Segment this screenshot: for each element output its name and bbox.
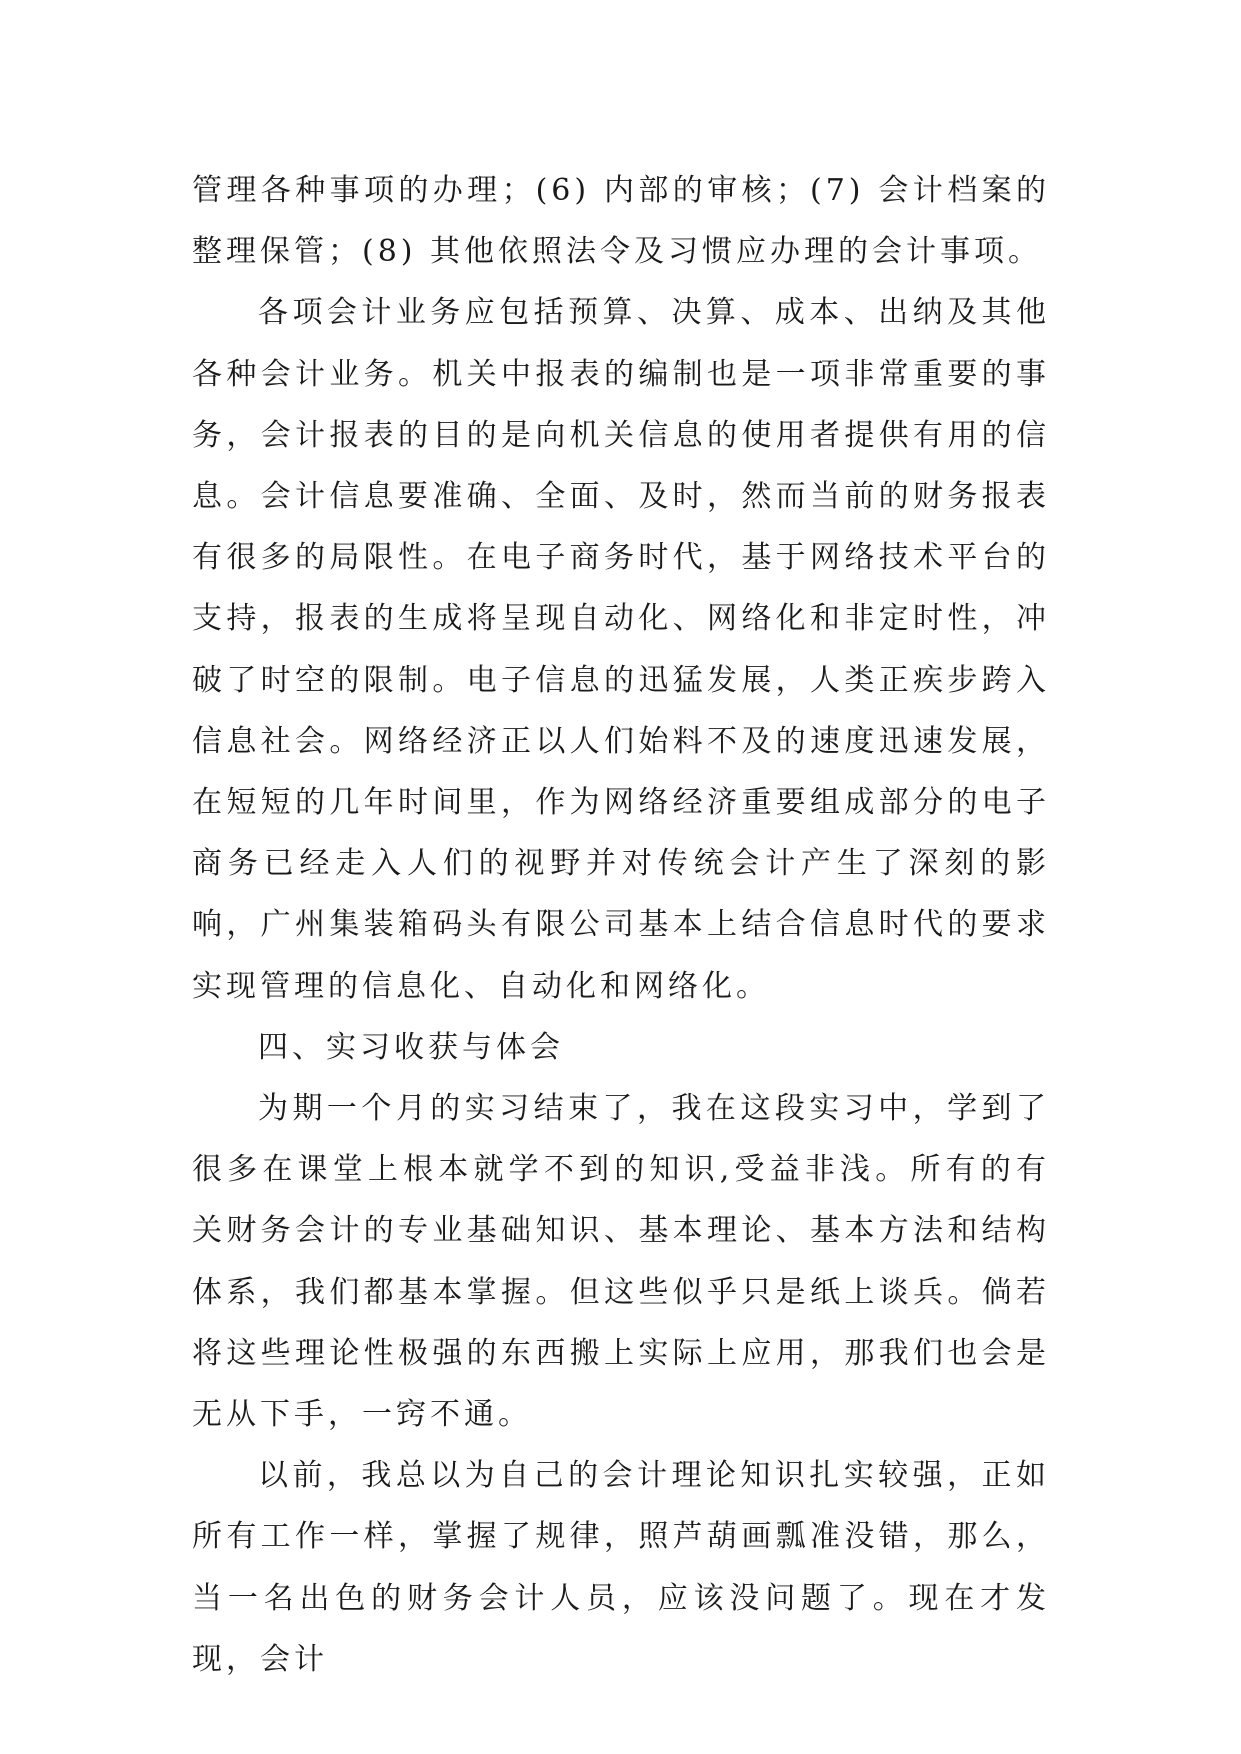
paragraph-continuation: 管理各种事项的办理；(6) 内部的审核；(7) 会计档案的整理保管；(8) 其他依照法令及习惯应办理的会计事项。 <box>192 173 1050 270</box>
body-text <box>192 160 1050 1690</box>
paragraph-accounting-business: 各项会计业务应包括预算、决算、成本、出纳及其他各种会计业务。机关中报表的编制也是一项非常重要的事务，会计报表的目的是向机关信息的使用者提供有用的信息。会计信息要准确、全面、及时，然而当前的财务报表有很多的局限性。在电子商务时代，基于网络技术平台的支持，报表的生成将呈现自动化、网络化和非定时性，冲破了时空的限制。电子信息的迅猛发展，人类正疾步跨入信息社会。网络经济正以人们始料不及的速度迅速发展，在短短的几年时间里，作为网络经济重要组成部分的电子商务已经走入人们的视野并对传统会计产生了深刻的影响，广州集装箱码头有限公司基本上结合信息时代的要求实现管理的信息化、自动化和网络化。 <box>192 295 1050 1004</box>
section-heading-internship-gains: 四、实习收获与体会 <box>258 1029 564 1065</box>
paragraph-internship-summary: 为期一个月的实习结束了，我在这段实习中，学到了很多在课堂上根本就学不到的知识,受益非浅。所有的有关财务会计的专业基础知识、基本理论、基本方法和结构体系，我们都基本掌握。但这些似乎只是纸上谈兵。倘若将这些理论性极强的东西搬上实际上应用，那我们也会是无从下手，一窍不通。 <box>192 1091 1050 1433</box>
paragraph-reflection: 以前，我总以为自己的会计理论知识扎实较强，正如所有工作一样，掌握了规律，照芦葫画瓢准没错，那么，当一名出色的财务会计人员，应该没问题了。现在才发现，会计 <box>192 1458 1050 1677</box>
